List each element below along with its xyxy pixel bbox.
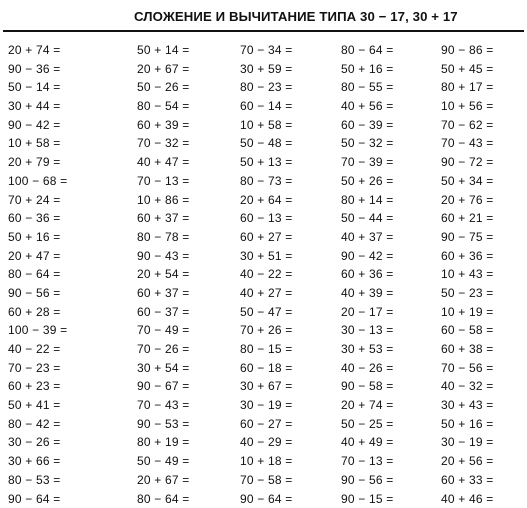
exercise-item: 80 + 17 = xyxy=(441,78,527,97)
exercise-item: 90 − 67 = xyxy=(137,377,237,396)
exercise-item: 50 − 48 = xyxy=(240,134,340,153)
exercise-item: 80 + 14 = xyxy=(341,191,441,210)
exercise-item: 70 − 43 = xyxy=(137,396,237,415)
exercise-item: 30 + 53 = xyxy=(341,340,441,359)
exercise-item: 80 − 15 = xyxy=(240,340,340,359)
exercise-item: 20 + 56 = xyxy=(441,452,527,471)
exercise-item: 60 − 36 = xyxy=(8,209,108,228)
exercise-item: 70 − 39 = xyxy=(341,153,441,172)
exercise-item: 80 − 54 = xyxy=(137,97,237,116)
exercise-item: 70 − 32 = xyxy=(137,134,237,153)
exercise-item: 90 − 64 = xyxy=(8,490,108,508)
exercise-item: 50 − 26 = xyxy=(137,78,237,97)
exercise-item: 30 + 51 = xyxy=(240,247,340,266)
exercise-item: 60 − 13 = xyxy=(240,209,340,228)
exercise-item: 10 + 58 = xyxy=(240,116,340,135)
exercise-item: 50 + 45 = xyxy=(441,60,527,79)
exercise-item: 60 + 39 = xyxy=(137,116,237,135)
exercise-item: 20 + 74 = xyxy=(8,41,108,60)
exercise-item: 90 − 42 = xyxy=(8,116,108,135)
exercise-item: 10 + 56 = xyxy=(441,97,527,116)
exercise-item: 60 + 28 = xyxy=(8,303,108,322)
exercise-item: 10 + 19 = xyxy=(441,303,527,322)
exercise-item: 90 − 64 = xyxy=(240,490,340,508)
exercise-item: 60 + 23 = xyxy=(8,377,108,396)
exercise-item: 70 − 13 = xyxy=(341,452,441,471)
exercise-item: 40 − 22 = xyxy=(240,265,340,284)
exercise-item: 70 − 56 = xyxy=(441,359,527,378)
exercise-item: 70 − 62 = xyxy=(441,116,527,135)
exercise-item: 20 + 67 = xyxy=(137,471,237,490)
exercise-item: 40 + 37 = xyxy=(341,228,441,247)
exercise-item: 50 − 14 = xyxy=(8,78,108,97)
exercise-item: 80 − 73 = xyxy=(240,172,340,191)
exercise-item: 50 − 47 = xyxy=(240,303,340,322)
exercise-item: 40 + 27 = xyxy=(240,284,340,303)
exercise-item: 40 − 26 = xyxy=(341,359,441,378)
exercise-item: 50 + 13 = xyxy=(240,153,340,172)
exercise-item: 100 − 39 = xyxy=(8,321,108,340)
exercise-item: 20 + 76 = xyxy=(441,191,527,210)
exercise-item: 90 − 56 = xyxy=(8,284,108,303)
exercise-item: 80 − 42 = xyxy=(8,415,108,434)
exercise-item: 90 − 58 = xyxy=(341,377,441,396)
exercise-item: 60 + 33 = xyxy=(441,471,527,490)
exercise-item: 60 − 58 = xyxy=(441,321,527,340)
exercise-item: 90 − 75 = xyxy=(441,228,527,247)
exercise-item: 50 + 41 = xyxy=(8,396,108,415)
exercise-item: 80 + 19 = xyxy=(137,433,237,452)
exercise-item: 50 − 32 = xyxy=(341,134,441,153)
exercise-item: 70 − 58 = xyxy=(240,471,340,490)
exercise-item: 50 − 49 = xyxy=(137,452,237,471)
exercise-item: 20 + 54 = xyxy=(137,265,237,284)
exercise-item: 30 − 19 = xyxy=(441,433,527,452)
exercise-item: 60 + 36 = xyxy=(441,247,527,266)
exercise-item: 20 + 79 = xyxy=(8,153,108,172)
exercise-item: 30 + 54 = xyxy=(137,359,237,378)
exercise-item: 80 − 64 = xyxy=(137,490,237,508)
exercise-item: 90 − 53 = xyxy=(137,415,237,434)
exercise-item: 90 − 72 = xyxy=(441,153,527,172)
exercise-item: 70 + 24 = xyxy=(8,191,108,210)
exercise-item: 80 − 55 = xyxy=(341,78,441,97)
exercise-item: 60 − 14 = xyxy=(240,97,340,116)
exercise-item: 30 − 26 = xyxy=(8,433,108,452)
exercise-item: 80 − 78 = xyxy=(137,228,237,247)
exercise-item: 40 − 32 = xyxy=(441,377,527,396)
exercise-item: 60 − 39 = xyxy=(341,116,441,135)
exercise-item: 20 − 17 = xyxy=(341,303,441,322)
exercise-item: 60 − 18 = xyxy=(240,359,340,378)
exercise-item: 30 + 44 = xyxy=(8,97,108,116)
exercise-item: 90 − 15 = xyxy=(341,490,441,508)
exercise-item: 10 + 58 = xyxy=(8,134,108,153)
exercise-item: 50 − 44 = xyxy=(341,209,441,228)
exercise-item: 90 − 86 = xyxy=(441,41,527,60)
exercise-item: 20 + 67 = xyxy=(137,60,237,79)
exercise-item: 40 + 49 = xyxy=(341,433,441,452)
exercise-item: 50 + 16 = xyxy=(8,228,108,247)
exercise-item: 50 + 14 = xyxy=(137,41,237,60)
exercise-item: 30 + 66 = xyxy=(8,452,108,471)
exercise-column xyxy=(8,41,108,508)
exercise-column xyxy=(341,41,441,508)
exercise-item: 10 + 86 = xyxy=(137,191,237,210)
exercise-column xyxy=(441,41,527,508)
exercise-item: 50 + 16 = xyxy=(341,60,441,79)
exercise-item: 10 + 18 = xyxy=(240,452,340,471)
exercise-item: 60 + 37 = xyxy=(137,209,237,228)
exercise-item: 30 + 67 = xyxy=(240,377,340,396)
exercise-item: 90 − 56 = xyxy=(341,471,441,490)
exercise-item: 80 − 53 = xyxy=(8,471,108,490)
exercise-item: 80 − 23 = xyxy=(240,78,340,97)
exercise-item: 50 + 16 = xyxy=(441,415,527,434)
exercise-item: 40 + 56 = xyxy=(341,97,441,116)
exercise-item: 60 + 38 = xyxy=(441,340,527,359)
exercise-item: 30 + 43 = xyxy=(441,396,527,415)
exercise-item: 70 − 26 = xyxy=(137,340,237,359)
exercise-item: 60 + 37 = xyxy=(137,284,237,303)
exercise-item: 40 + 46 = xyxy=(441,490,527,508)
exercise-column xyxy=(240,41,340,508)
title-underline xyxy=(3,30,524,32)
exercise-item: 100 − 68 = xyxy=(8,172,108,191)
exercise-item: 50 − 25 = xyxy=(341,415,441,434)
exercise-item: 60 − 27 = xyxy=(240,415,340,434)
exercise-item: 20 + 74 = xyxy=(341,396,441,415)
exercise-item: 50 − 23 = xyxy=(441,284,527,303)
exercise-item: 60 − 37 = xyxy=(137,303,237,322)
exercise-item: 30 − 19 = xyxy=(240,396,340,415)
exercise-grid xyxy=(0,41,527,454)
exercise-item: 20 + 64 = xyxy=(240,191,340,210)
exercise-item: 70 − 13 = xyxy=(137,172,237,191)
exercise-item: 30 + 59 = xyxy=(240,60,340,79)
exercise-item: 30 − 13 = xyxy=(341,321,441,340)
exercise-item: 70 − 34 = xyxy=(240,41,340,60)
exercise-item: 60 + 27 = xyxy=(240,228,340,247)
exercise-item: 80 − 64 = xyxy=(341,41,441,60)
exercise-item: 70 − 49 = xyxy=(137,321,237,340)
exercise-item: 10 + 43 = xyxy=(441,265,527,284)
exercise-item: 40 + 39 = xyxy=(341,284,441,303)
exercise-item: 40 + 47 = xyxy=(137,153,237,172)
exercise-item: 70 − 23 = xyxy=(8,359,108,378)
exercise-item: 40 − 29 = xyxy=(240,433,340,452)
exercise-item: 50 + 34 = xyxy=(441,172,527,191)
exercise-item: 20 + 47 = xyxy=(8,247,108,266)
exercise-item: 80 − 64 = xyxy=(8,265,108,284)
exercise-item: 90 − 42 = xyxy=(341,247,441,266)
exercise-item: 90 − 43 = xyxy=(137,247,237,266)
exercise-item: 60 + 36 = xyxy=(341,265,441,284)
exercise-item: 70 − 43 = xyxy=(441,134,527,153)
exercise-item: 90 − 36 = xyxy=(8,60,108,79)
exercise-item: 60 + 21 = xyxy=(441,209,527,228)
exercise-item: 40 − 22 = xyxy=(8,340,108,359)
worksheet-title: СЛОЖЕНИЕ И ВЫЧИТАНИЕ ТИПА 30 − 17, 30 + 17 xyxy=(134,9,519,25)
exercise-column xyxy=(137,41,237,508)
exercise-item: 50 + 26 = xyxy=(341,172,441,191)
exercise-item: 70 + 26 = xyxy=(240,321,340,340)
